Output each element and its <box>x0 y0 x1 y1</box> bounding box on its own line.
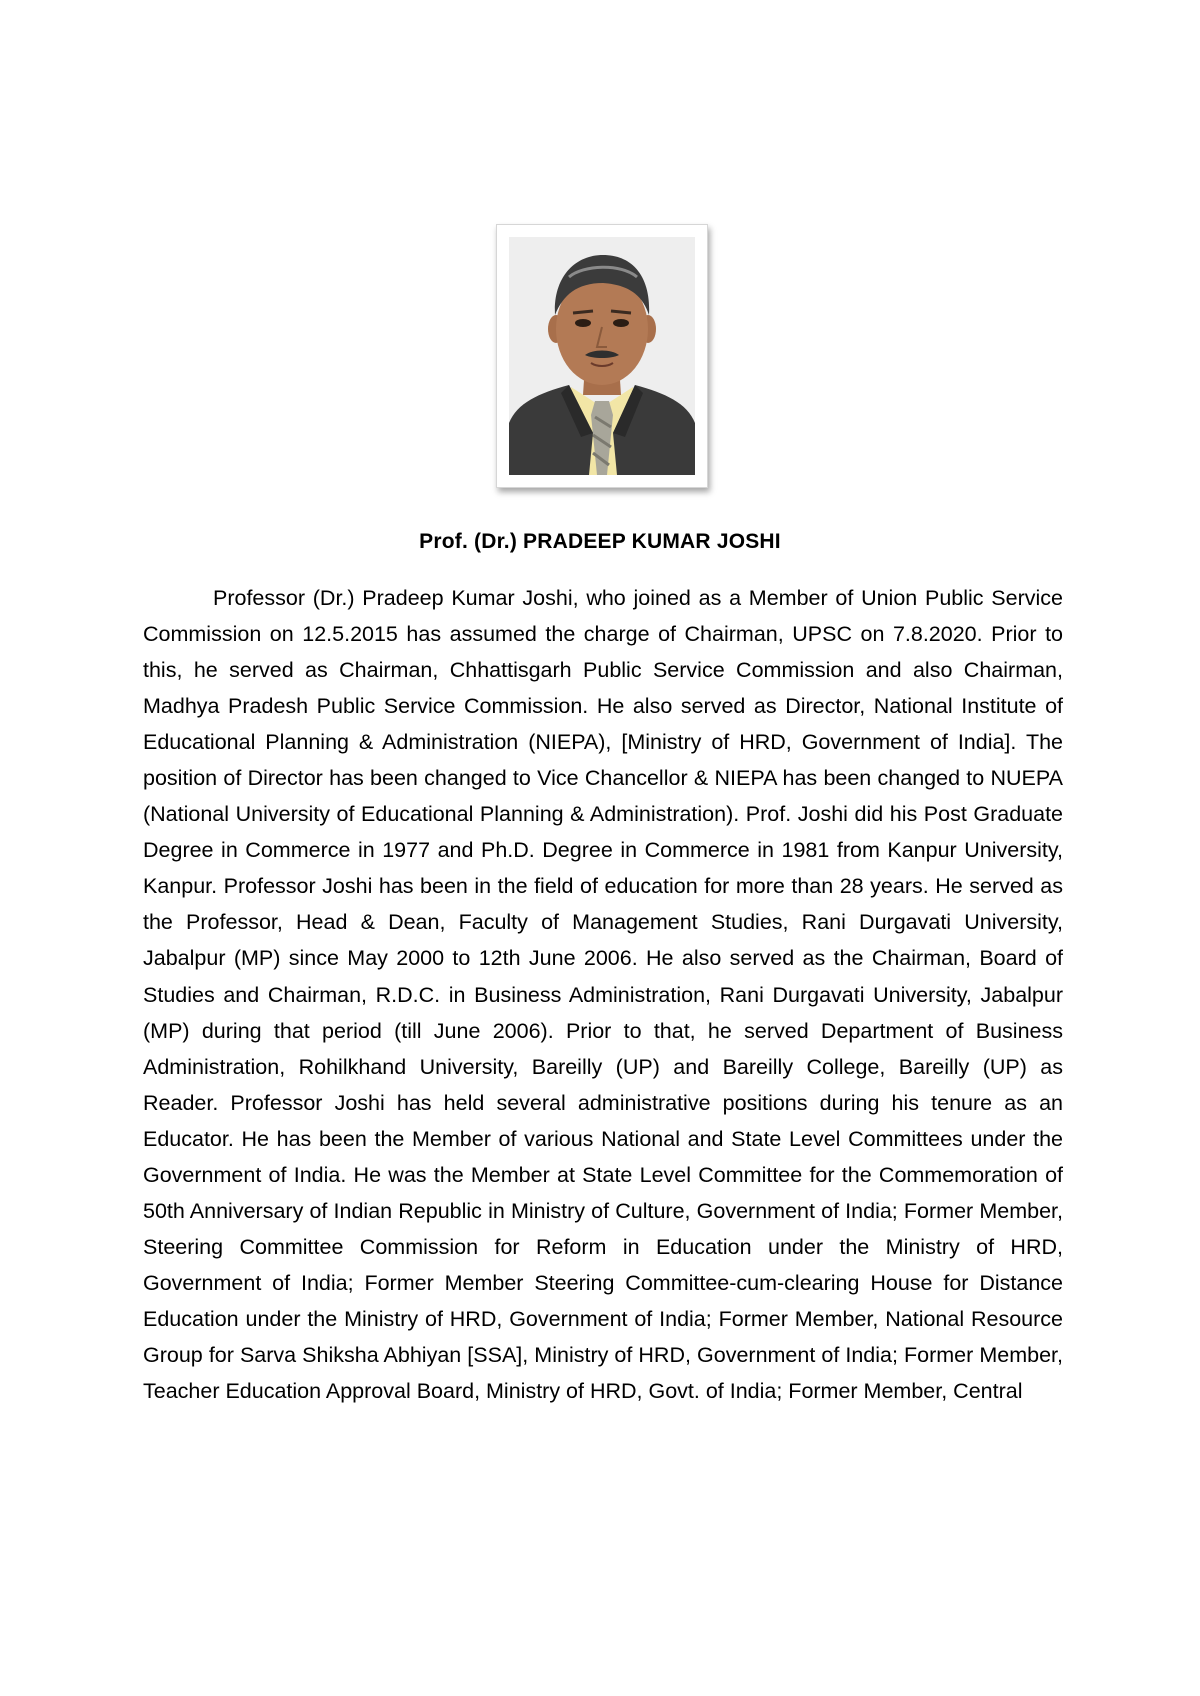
biography-paragraph: Professor (Dr.) Pradeep Kumar Joshi, who joined as a Member of Union Public Service Commission on 12.5.2015 has assumed the charge of Chairman, UPSC on 7.8.2020. Prior to this, he served as Chairman, Chhattisgarh Public Service Commission and also Chairman, Madhya Pradesh Public Service Commission. He also served as Director, National Institute of Educational Planning & Administration (NIEPA), [Ministry of HRD, Government of India]. The position of Director has been changed to Vice Chancellor & NIEPA has been changed to NUEPA (National University of Educational Planning & Administration). Prof. Joshi did his Post Graduate Degree in Commerce in 1977 and Ph.D. Degree in Commerce in 1981 from Kanpur University, Kanpur. Professor Joshi has been in the field of education for more than 28 years. He served as the Professor, Head & Dean, Faculty of Management Studies, Rani Durgavati University, Jabalpur (MP) since May 2000 to 12th June 2006. He also served as the Chairman, Board of Studies and Chairman, R.D.C. in Business Administration, Rani Durgavati University, Jabalpur (MP) during that period (till June 2006). Prior to that, he served Department of Business Administration, Rohilkhand University, Bareilly (UP) and Bareilly College, Bareilly (UP) as Reader. Professor Joshi has held several administrative positions during his tenure as an Educator. He has been the Member of various National and State Level Committees under the Government of India. He was the Member at State Level Committee for the Commemoration of 50th Anniversary of Indian Republic in Ministry of Culture, Government of India; Former Member, Steering Committee Commission for Reform in Education under the Ministry of HRD, Government of India; Former Member Steering Committee-cum-clearing House for Distance Education under the Ministry of HRD, Government of India; Former Member, National Resource Group for Sarva Shiksha Abhiyan [SSA], Ministry of HRD, Government of India; Former Member, Teacher Education Approval Board, Ministry of HRD, Govt. of India; Former Member, Central <box>143 586 1063 1404</box>
portrait-photo-frame <box>496 224 708 488</box>
page-title: Prof. (Dr.) PRADEEP KUMAR JOSHI <box>419 530 781 553</box>
portrait-photo <box>509 237 695 475</box>
